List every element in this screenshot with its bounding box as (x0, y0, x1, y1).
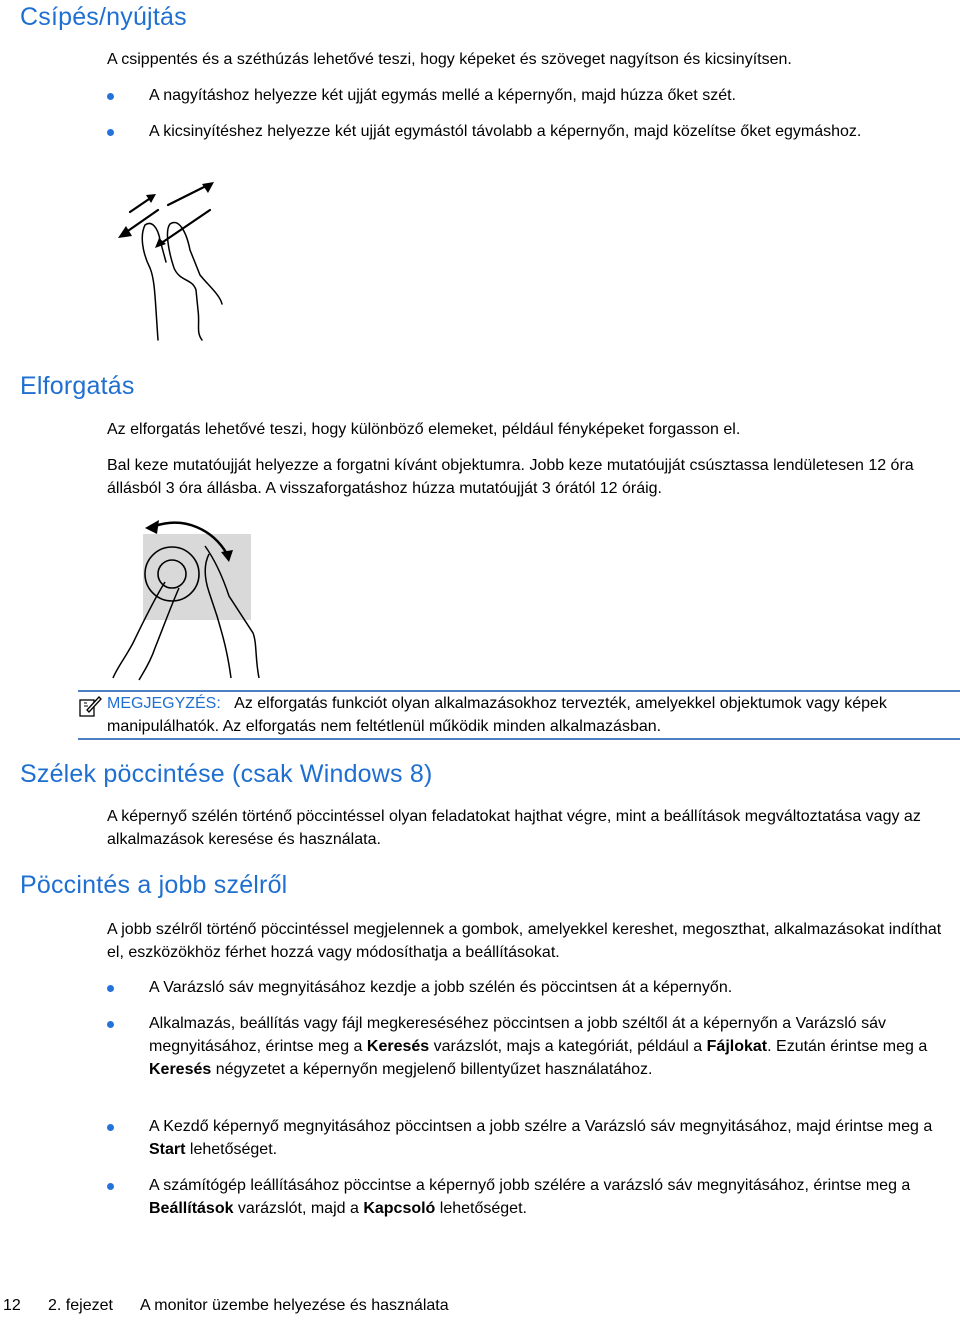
bullet-dot (107, 985, 114, 992)
rotate-gesture-illustration (105, 518, 265, 683)
bullet-dot (107, 1124, 114, 1131)
bullet-text: Alkalmazás, beállítás vagy fájl megkereséséhez pöccintsen a jobb széltől át a képernyőn a Varázsló sáv megnyitásához, érintse meg a Keresés varázslót, majs a kategóriát, például a Fájlokat. Ezután érintse meg a Keresés négyzetet a képernyőn megjelenő billentyűzet használatához. (149, 1015, 928, 1078)
note-bottom-rule (78, 738, 960, 740)
pinch-gesture-illustration (110, 180, 240, 345)
note-text (107, 692, 957, 738)
note-pencil-icon (78, 694, 102, 718)
rotate-p1: Az elforgatás lehetővé teszi, hogy különböző elemeket, például fényképeket forgasson el. (107, 421, 741, 438)
bullet-text: A kicsinyítéshez helyezze két ujját egymástól távolabb a képernyőn, majd közelítse őket egymáshoz. (149, 123, 862, 140)
footer-title: A monitor üzembe helyezése és használata (140, 1297, 449, 1314)
heading-edge-swipe: Szélek pöccintése (csak Windows 8) (20, 760, 433, 788)
heading-rotate: Elforgatás (20, 372, 135, 400)
keyword-settings: Beállítások (149, 1200, 234, 1217)
bullet-dot (107, 1183, 114, 1190)
right-p1: A jobb szélről történő pöccintéssel megjelennek a gombok, amelyekkel kereshet, megoszthat, alkalmazásokat indíthat el, eszközökhöz férhet hozzá vagy módosíthatja a beállításokat. (107, 921, 942, 961)
heading-right-edge: Pöccintés a jobb szélről (20, 871, 288, 899)
bullet-text: A Varázsló sáv megnyitásához kezdje a jobb szélén és pöccintsen át a képernyőn. (149, 979, 733, 996)
keyword-files: Fájlokat (706, 1038, 768, 1055)
bullet-text: A Kezdő képernyő megnyitásához pöccintsen a jobb szélre a Varázsló sáv megnyitásához, majd érintse meg a Start lehetőséget. (149, 1118, 933, 1158)
footer-chapter: 2. fejezet (48, 1297, 113, 1314)
rotate-p2: Bal keze mutatóujját helyezze a forgatni kívánt objektumra. Jobb keze mutatóujját csúsztassa lendületesen 12 óra állásból 3 óra állásba. A visszaforgatáshoz húzza mutatóujját 3 órától 12 óráig. (107, 457, 914, 497)
keyword-search: Keresés (366, 1038, 430, 1055)
bullet-dot (107, 1021, 114, 1028)
edge-p1: A képernyő szélén történő pöccintéssel olyan feladatokat hajthat végre, mint a beállítások megváltoztatása vagy az alkalmazások keresése és használata. (107, 808, 921, 848)
bullet-dot (107, 129, 114, 136)
note-label: MEGJEGYZÉS: (107, 695, 221, 712)
keyword-search: Keresés (149, 1061, 212, 1078)
heading-pinch: Csípés/nyújtás (20, 3, 187, 31)
keyword-start: Start (149, 1141, 186, 1158)
page-number: 12 (3, 1297, 21, 1314)
pinch-intro: A csippentés és a széthúzás lehetővé teszi, hogy képeket és szöveget nagyítson és kicsinyítsen. (107, 51, 792, 68)
bullet-dot (107, 93, 114, 100)
bullet-text: A nagyításhoz helyezze két ujját egymás mellé a képernyőn, majd húzza őket szét. (149, 87, 736, 104)
note-body: Az elforgatás funkciót olyan alkalmazásokhoz tervezték, amelyekkel objektumok vagy képek manipulálhatók. Az elforgatás nem feltétlenül működik minden alkalmazásban. (107, 695, 887, 735)
keyword-power: Kapcsoló (363, 1200, 436, 1217)
bullet-text: A számítógép leállításához pöccintse a képernyő jobb szélére a varázsló sáv megnyitásához, érintse meg a Beállítások varázslót, majd a Kapcsoló lehetőséget. (149, 1177, 911, 1217)
